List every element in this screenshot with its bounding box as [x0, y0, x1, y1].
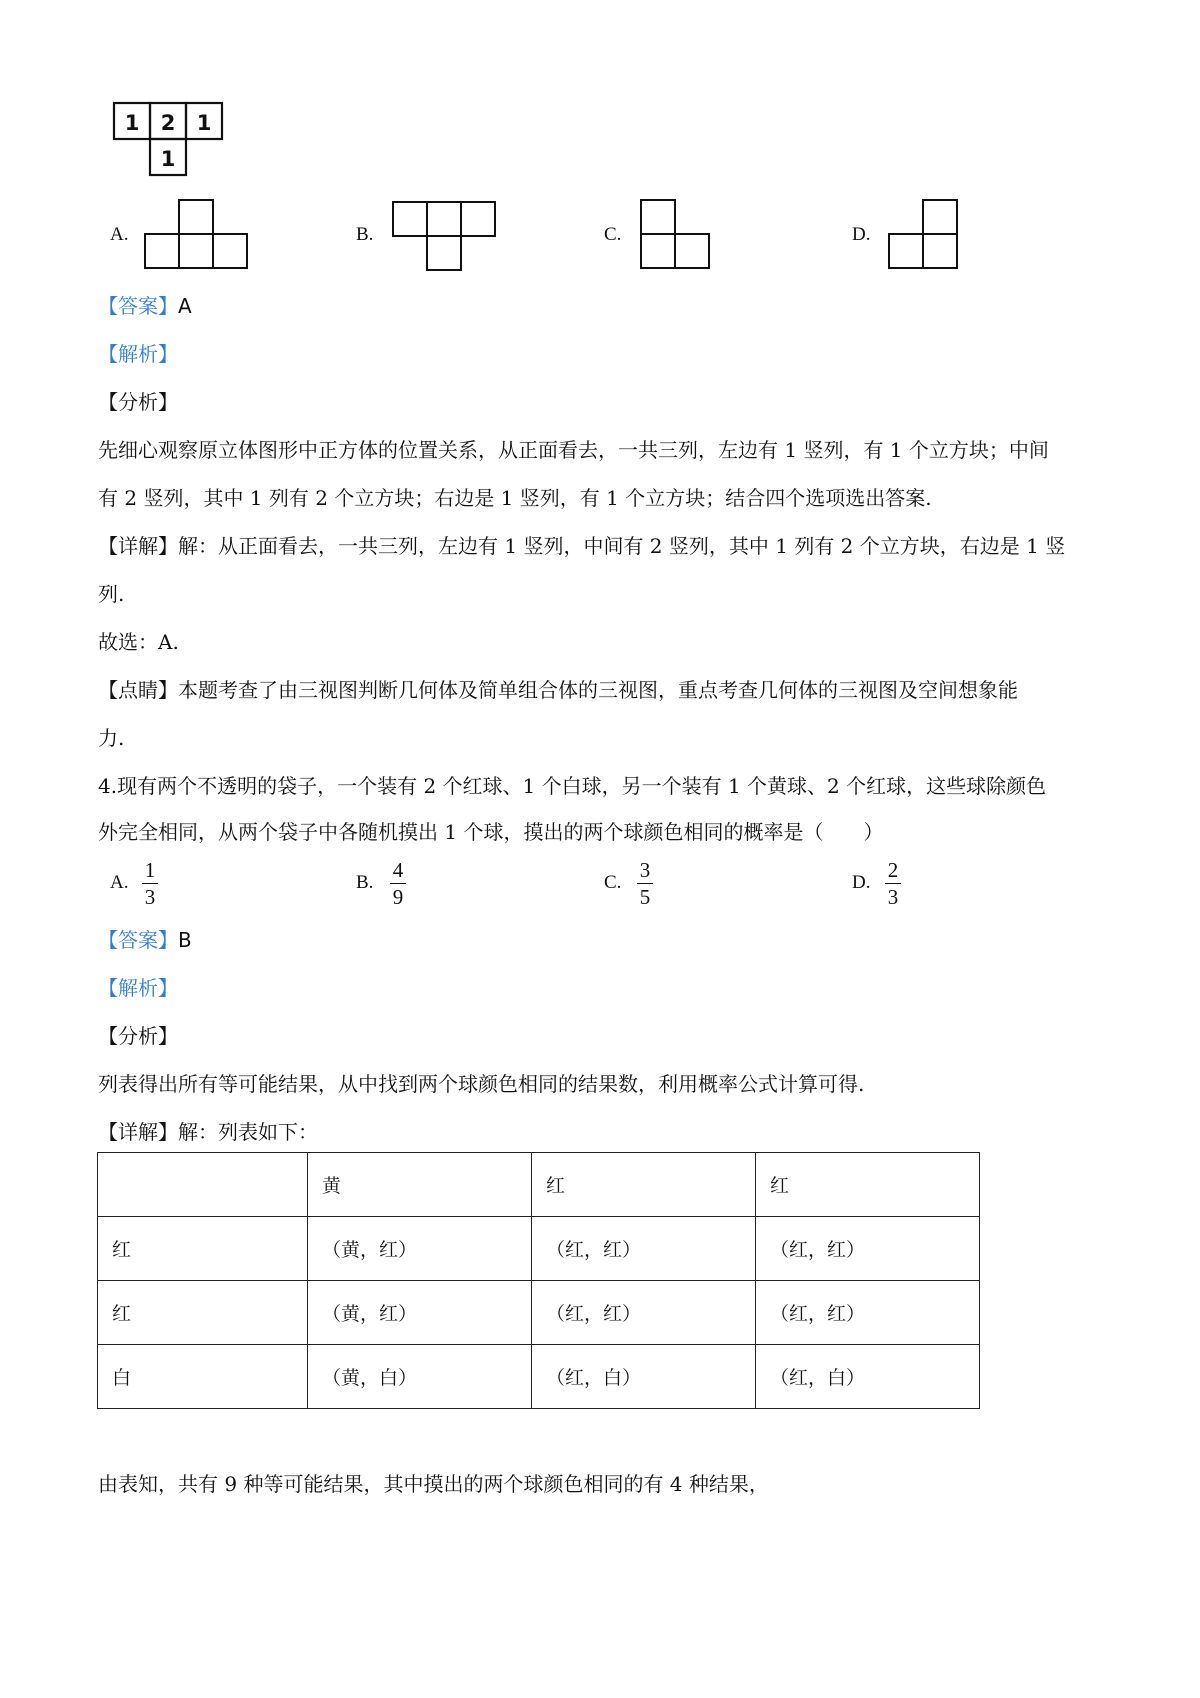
q4-fenxi-tag: 【分析】 [98, 1024, 178, 1048]
top-view-figure [112, 100, 232, 178]
top-view-number: 2 [160, 111, 176, 135]
table-row [98, 1281, 980, 1345]
q3-comment-line2: 力. [98, 726, 125, 750]
option-c-figure [640, 198, 716, 270]
numerator: 1 [144, 858, 156, 882]
q4-answer [98, 926, 192, 954]
q4-question-line2: 外完全相同，从两个袋子中各随机摸出 1 个球，摸出的两个球颜色相同的概率是（ ） [98, 820, 884, 844]
option-a-label: A. [110, 224, 129, 245]
q3-comment-line1: 【点睛】本题考查了由三视图判断几何体及简单组合体的三视图，重点考查几何体的三视图及空间想象能 [98, 678, 1018, 702]
table-cell: （黄，红） [308, 1281, 532, 1345]
answer-tag: 【答案】 [98, 928, 178, 952]
answer-tag: 【答案】 [98, 294, 178, 318]
option-b-figure [392, 200, 500, 272]
table-cell: （黄，白） [308, 1345, 532, 1409]
q4-option-a-label: A. [110, 872, 129, 893]
q4-option-a-fraction [142, 858, 158, 909]
table-cell [98, 1153, 308, 1217]
denominator: 3 [144, 885, 156, 909]
option-d-figure [888, 198, 964, 270]
denominator: 3 [887, 885, 899, 909]
q4-jiexi-tag: 【解析】 [98, 976, 178, 1000]
q4-option-c-label: C. [604, 872, 622, 893]
q3-jiexi-tag: 【解析】 [98, 342, 178, 366]
q3-choose: 故选：A. [98, 630, 179, 654]
table-cell: （红，红） [756, 1217, 980, 1281]
q3-detail-line1: 【详解】解：从正面看去，一共三列，左边有 1 竖列，中间有 2 竖列，其中 1 列有 2 个立方块，右边是 1 竖 [98, 534, 1066, 558]
q4-conclusion: 由表知，共有 9 种等可能结果，其中摸出的两个球颜色相同的有 4 种结果， [98, 1472, 769, 1496]
q3-detail-line2: 列. [98, 582, 125, 606]
q3-fenxi-tag: 【分析】 [98, 390, 178, 414]
q4-analysis: 列表得出所有等可能结果，从中找到两个球颜色相同的结果数，利用概率公式计算可得. [98, 1072, 865, 1096]
option-c-label: C. [604, 224, 622, 245]
top-view-number: 1 [124, 111, 140, 135]
q3-analysis-line2: 有 2 竖列，其中 1 列有 2 个立方块；右边是 1 竖列，有 1 个立方块；结合四个选项选出答案. [98, 486, 932, 510]
answer-value: B [178, 928, 192, 952]
table-cell: 红 [756, 1153, 980, 1217]
table-cell: 红 [532, 1153, 756, 1217]
q4-option-c-fraction [637, 858, 653, 909]
table-row [98, 1217, 980, 1281]
q3-answer [98, 292, 192, 320]
option-b-label: B. [356, 224, 374, 245]
table-cell: 红 [98, 1281, 308, 1345]
denominator: 9 [392, 885, 404, 909]
numerator: 4 [392, 858, 404, 882]
outcome-table [97, 1152, 980, 1409]
table-header-row [98, 1153, 980, 1217]
q4-option-d-label: D. [852, 872, 871, 893]
top-view-number: 1 [160, 147, 176, 171]
table-cell: 黄 [308, 1153, 532, 1217]
q4-option-d-fraction [885, 858, 901, 909]
numerator: 2 [887, 858, 899, 882]
table-cell: （红，白） [756, 1345, 980, 1409]
table-cell: 红 [98, 1217, 308, 1281]
q4-detail: 【详解】解：列表如下： [98, 1120, 318, 1144]
table-cell: （红，红） [532, 1217, 756, 1281]
table-cell: （红，白） [532, 1345, 756, 1409]
top-view-number: 1 [196, 111, 212, 135]
table-cell: 白 [98, 1345, 308, 1409]
q3-analysis-line1: 先细心观察原立体图形中正方体的位置关系，从正面看去，一共三列，左边有 1 竖列，有 1 个立方块；中间 [98, 438, 1049, 462]
option-d-label: D. [852, 224, 871, 245]
table-cell: （红，红） [756, 1281, 980, 1345]
answer-value: A [178, 294, 192, 318]
denominator: 5 [639, 885, 651, 909]
q4-question-line1: 4.现有两个不透明的袋子，一个装有 2 个红球、1 个白球，另一个装有 1 个黄球、2 个红球，这些球除颜色 [98, 774, 1047, 798]
table-cell: （黄，红） [308, 1217, 532, 1281]
numerator: 3 [639, 858, 651, 882]
option-a-figure [144, 198, 252, 270]
q4-option-b-label: B. [356, 872, 374, 893]
table-row [98, 1345, 980, 1409]
table-cell: （红，红） [532, 1281, 756, 1345]
q4-option-b-fraction [390, 858, 406, 909]
